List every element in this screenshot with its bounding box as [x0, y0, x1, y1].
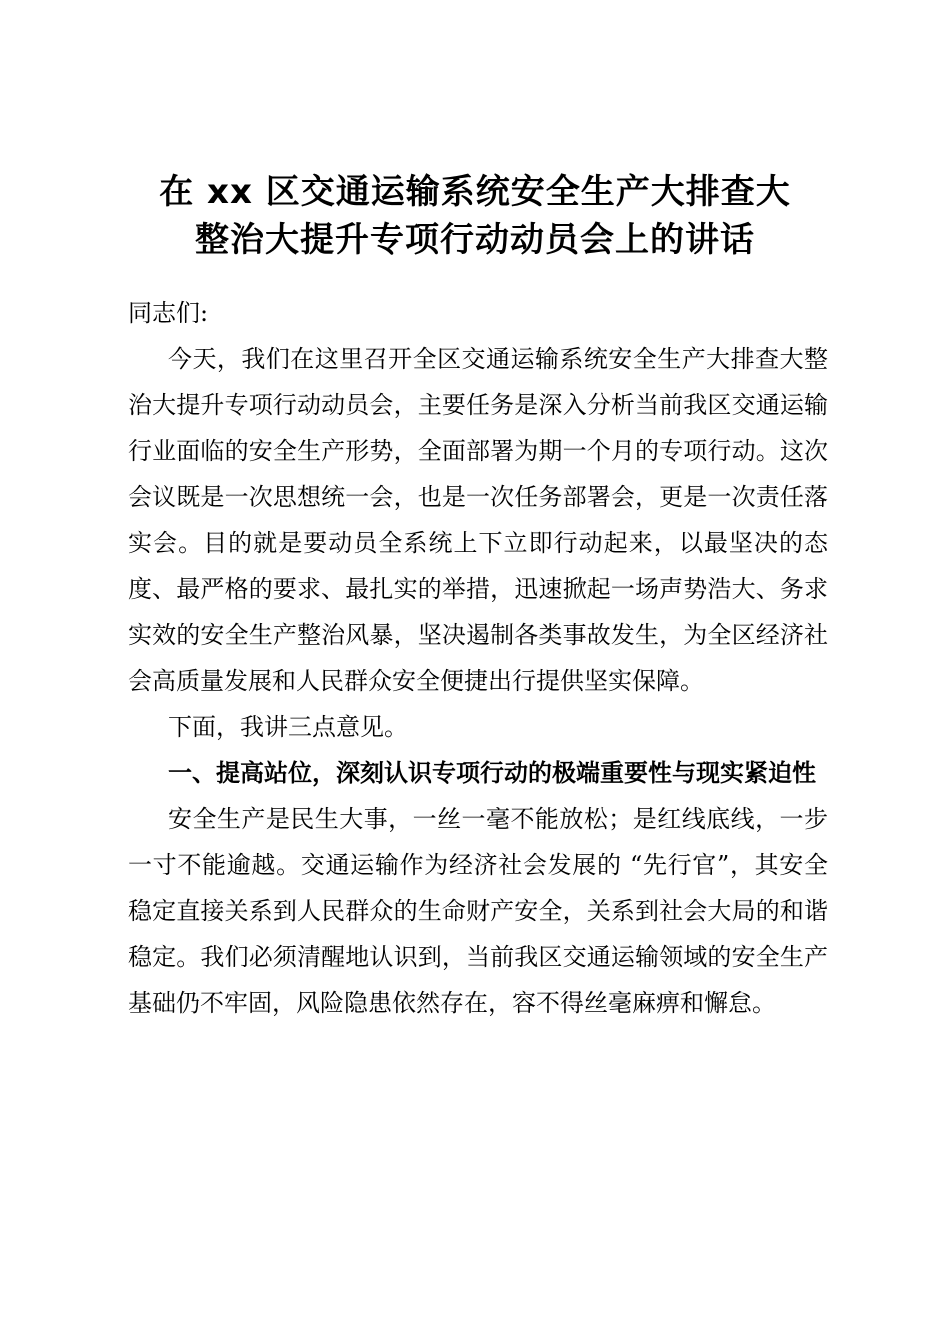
title-line-1: 在 xx 区交通运输系统安全生产大排查大 — [159, 172, 791, 212]
paragraph-opening: 今天，我们在这里召开全区交通运输系统安全生产大排查大整治大提升专项行动动员会，主要任务是深入分析当前我区交通运输行业面临的安全生产形势，全面部署为期一个月的专项行动。这次会议既是一次思想统一会，也是一次任务部署会，更是一次责任落实会。目的就是要动员全系统上下立即行动起来，以最坚决的态度、最严格的要求、最扎实的举措，迅速掀起一场声势浩大、务求实效的安全生产整治风暴，坚决遏制各类事故发生，为全区经济社会高质量发展和人民群众安全便捷出行提供坚实保障。 — [128, 345, 828, 695]
document-body — [128, 290, 828, 1026]
paragraph-outline: 下面，我讲三点意见。 — [168, 713, 408, 741]
section-heading-1: 一、提高站位，深刻认识专项行动的极端重要性与现实紧迫性 — [168, 759, 816, 787]
salutation: 同志们: — [128, 299, 209, 327]
document-title — [120, 168, 830, 264]
title-line-2: 整治大提升专项行动动员会上的讲话 — [195, 220, 755, 260]
section-1-paragraph: 安全生产是民生大事，一丝一毫不能放松；是红线底线，一步一寸不能逾越。交通运输作为经济社会发展的 “先行官”，其安全稳定直接关系到人民群众的生命财产安全，关系到社会大局的和谐稳定。我们必须清醒地认识到，当前我区交通运输领域的安全生产基础仍不牢固，风险隐患依然存在，容不得丝毫麻痹和懈怠。 — [128, 805, 828, 1017]
